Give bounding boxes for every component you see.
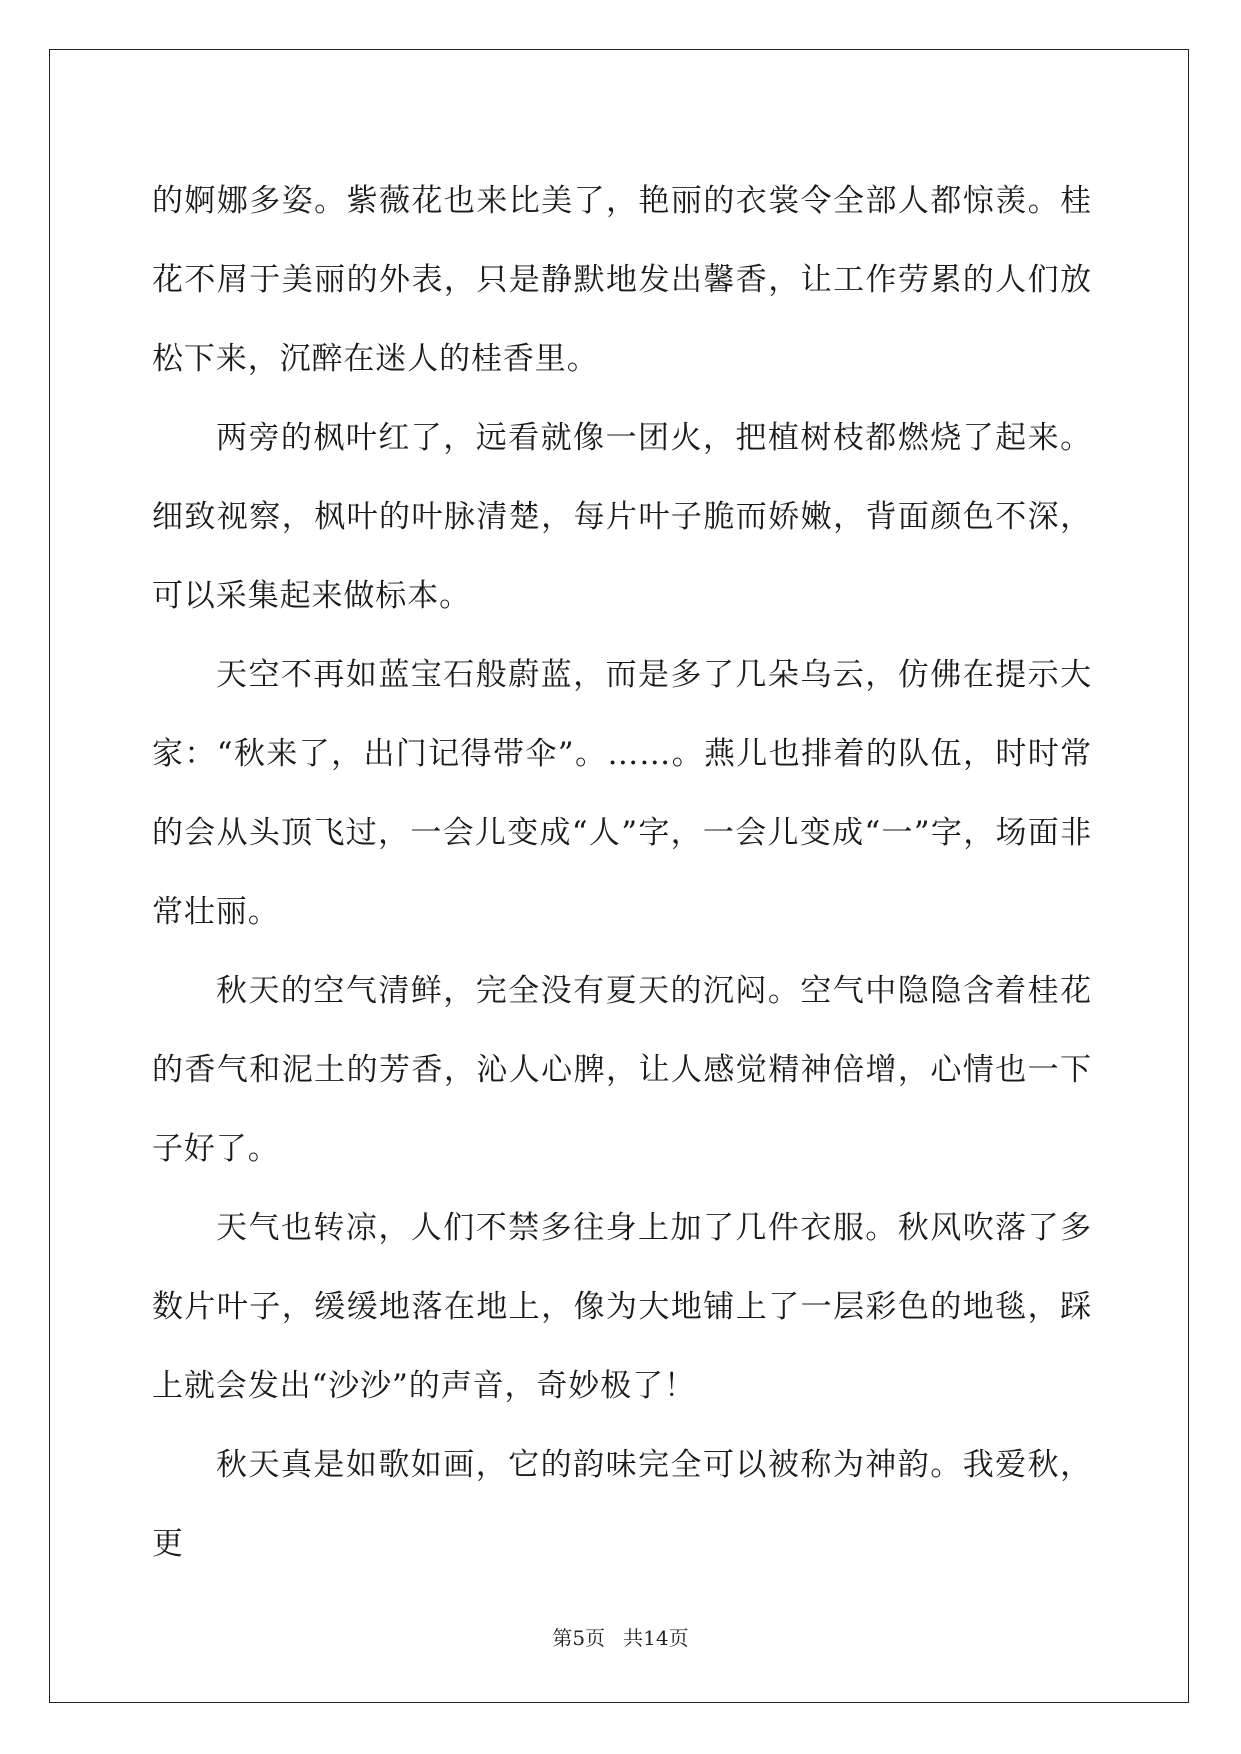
- page-number: 第5页: [552, 1626, 606, 1650]
- page-total: 共14页: [623, 1626, 689, 1650]
- paragraph: 天空不再如蓝宝石般蔚蓝，而是多了几朵乌云，仿佛在提示大家：“秋来了，出门记得带伞”。……。燕儿也排着的队伍，时时常的会从头顶飞过，一会儿变成“人”字，一会儿变成“一”字，场面非常壮丽。: [152, 657, 1092, 930]
- paragraph: 秋天真是如歌如画，它的韵味完全可以被称为神韵。我爱秋，更: [152, 1447, 1092, 1562]
- page-footer: [0, 1622, 1241, 1651]
- paragraph-continuation: 的婀娜多姿。紫薇花也来比美了，艳丽的衣裳令全部人都惊羡。桂花不屑于美丽的外表，只是静默地发出馨香，让工作劳累的人们放松下来，沉醉在迷人的桂香里。: [152, 183, 1092, 377]
- document-body: [152, 162, 1092, 1584]
- paragraph: 秋天的空气清鲜，完全没有夏天的沉闷。空气中隐隐含着桂花的香气和泥土的芳香，沁人心脾，让人感觉精神倍增，心情也一下子好了。: [152, 973, 1092, 1167]
- paragraph: 两旁的枫叶红了，远看就像一团火，把植树枝都燃烧了起来。细致视察，枫叶的叶脉清楚，每片叶子脆而娇嫩，背面颜色不深，可以采集起来做标本。: [152, 420, 1092, 614]
- paragraph: 天气也转凉，人们不禁多往身上加了几件衣服。秋风吹落了多数片叶子，缓缓地落在地上，像为大地铺上了一层彩色的地毯，踩上就会发出“沙沙”的声音，奇妙极了！: [152, 1210, 1092, 1404]
